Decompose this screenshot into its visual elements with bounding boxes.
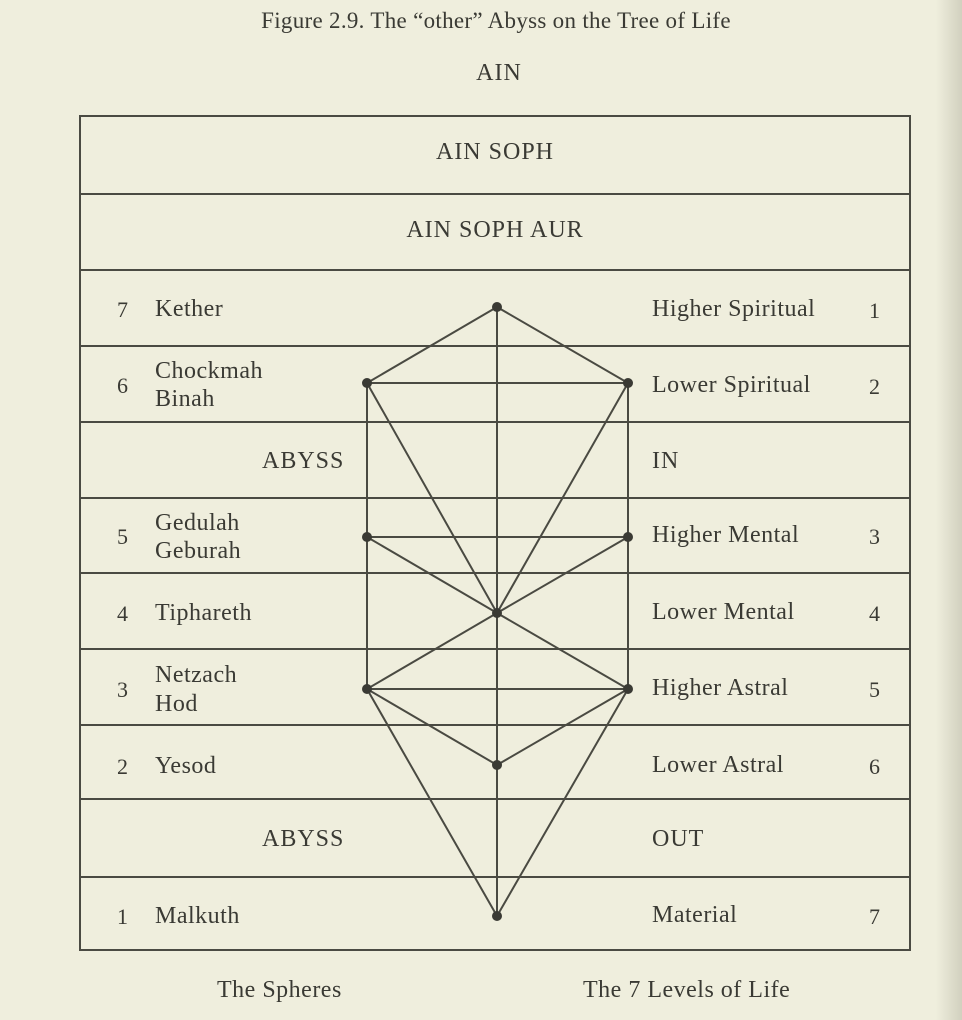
- in-label: IN: [652, 448, 680, 474]
- path-kether-left: [367, 307, 497, 383]
- level-higher-spiritual: Higher Spiritual: [652, 296, 816, 322]
- node-upper-right: [623, 378, 633, 388]
- out-label: OUT: [652, 826, 705, 852]
- sphere-binah: Binah: [155, 386, 215, 412]
- sphere-number-kether: 7: [117, 297, 128, 322]
- sphere-hod: Hod: [155, 691, 198, 717]
- sphere-geburah: Geburah: [155, 538, 242, 564]
- sphere-number-chockmah-binah: 6: [117, 373, 128, 398]
- sphere-tiphareth: Tiphareth: [155, 600, 252, 626]
- path-tiphareth-low-right: [497, 613, 628, 689]
- path-low-left-malkuth: [367, 689, 497, 916]
- path-upper-left-tiphareth: [367, 383, 497, 613]
- footer-spheres-caption: The Spheres: [217, 977, 342, 1003]
- level-number-2: 2: [869, 374, 880, 399]
- level-higher-astral: Higher Astral: [652, 675, 789, 701]
- sphere-number-yesod: 2: [117, 754, 128, 779]
- path-tiphareth-low-left: [367, 613, 497, 689]
- sphere-number-malkuth: 1: [117, 904, 128, 929]
- sphere-yesod: Yesod: [155, 753, 217, 779]
- ain-soph-label: AIN SOPH: [435, 139, 554, 165]
- path-mid-right-tiphareth: [497, 537, 628, 613]
- level-material: Material: [652, 902, 738, 928]
- level-number-3: 3: [869, 524, 880, 549]
- node-malkuth: [492, 911, 502, 921]
- abyss-upper-label: ABYSS: [262, 448, 345, 474]
- node-kether: [492, 302, 502, 312]
- level-lower-astral: Lower Astral: [652, 752, 784, 778]
- footer-levels-caption: The 7 Levels of Life: [583, 977, 791, 1003]
- path-low-left-yesod: [367, 689, 497, 765]
- level-lower-spiritual: Lower Spiritual: [652, 372, 811, 398]
- node-low-right: [623, 684, 633, 694]
- sphere-netzach: Netzach: [155, 662, 238, 688]
- sphere-number-tiphareth: 4: [117, 601, 128, 626]
- level-number-4: 4: [869, 601, 880, 626]
- path-low-right-yesod: [497, 689, 628, 765]
- level-higher-mental: Higher Mental: [652, 522, 800, 548]
- path-kether-right: [497, 307, 628, 383]
- path-mid-left-tiphareth: [367, 537, 497, 613]
- node-upper-left: [362, 378, 372, 388]
- abyss-lower-label: ABYSS: [262, 826, 345, 852]
- ain-soph-aur-label: AIN SOPH AUR: [406, 217, 584, 243]
- ain-label: AIN: [476, 60, 522, 86]
- level-number-5: 5: [869, 677, 880, 702]
- node-low-left: [362, 684, 372, 694]
- level-lower-mental: Lower Mental: [652, 599, 795, 625]
- sphere-gedulah: Gedulah: [155, 510, 240, 536]
- node-mid-left: [362, 532, 372, 542]
- sphere-malkuth: Malkuth: [155, 903, 240, 929]
- level-number-1: 1: [869, 298, 880, 323]
- sphere-number-gedulah-geburah: 5: [117, 524, 128, 549]
- sphere-kether: Kether: [155, 296, 224, 322]
- sphere-chockmah: Chockmah: [155, 358, 263, 384]
- node-tiphareth: [492, 608, 502, 618]
- path-low-right-malkuth: [497, 689, 628, 916]
- page-edge-shadow: [936, 0, 962, 1020]
- level-number-7: 7: [869, 904, 880, 929]
- figure-caption: Figure 2.9. The “other” Abyss on the Tree of Life: [261, 8, 731, 33]
- node-mid-right: [623, 532, 633, 542]
- level-number-6: 6: [869, 754, 880, 779]
- sphere-number-netzach-hod: 3: [117, 677, 128, 702]
- node-yesod: [492, 760, 502, 770]
- path-upper-right-tiphareth: [497, 383, 628, 613]
